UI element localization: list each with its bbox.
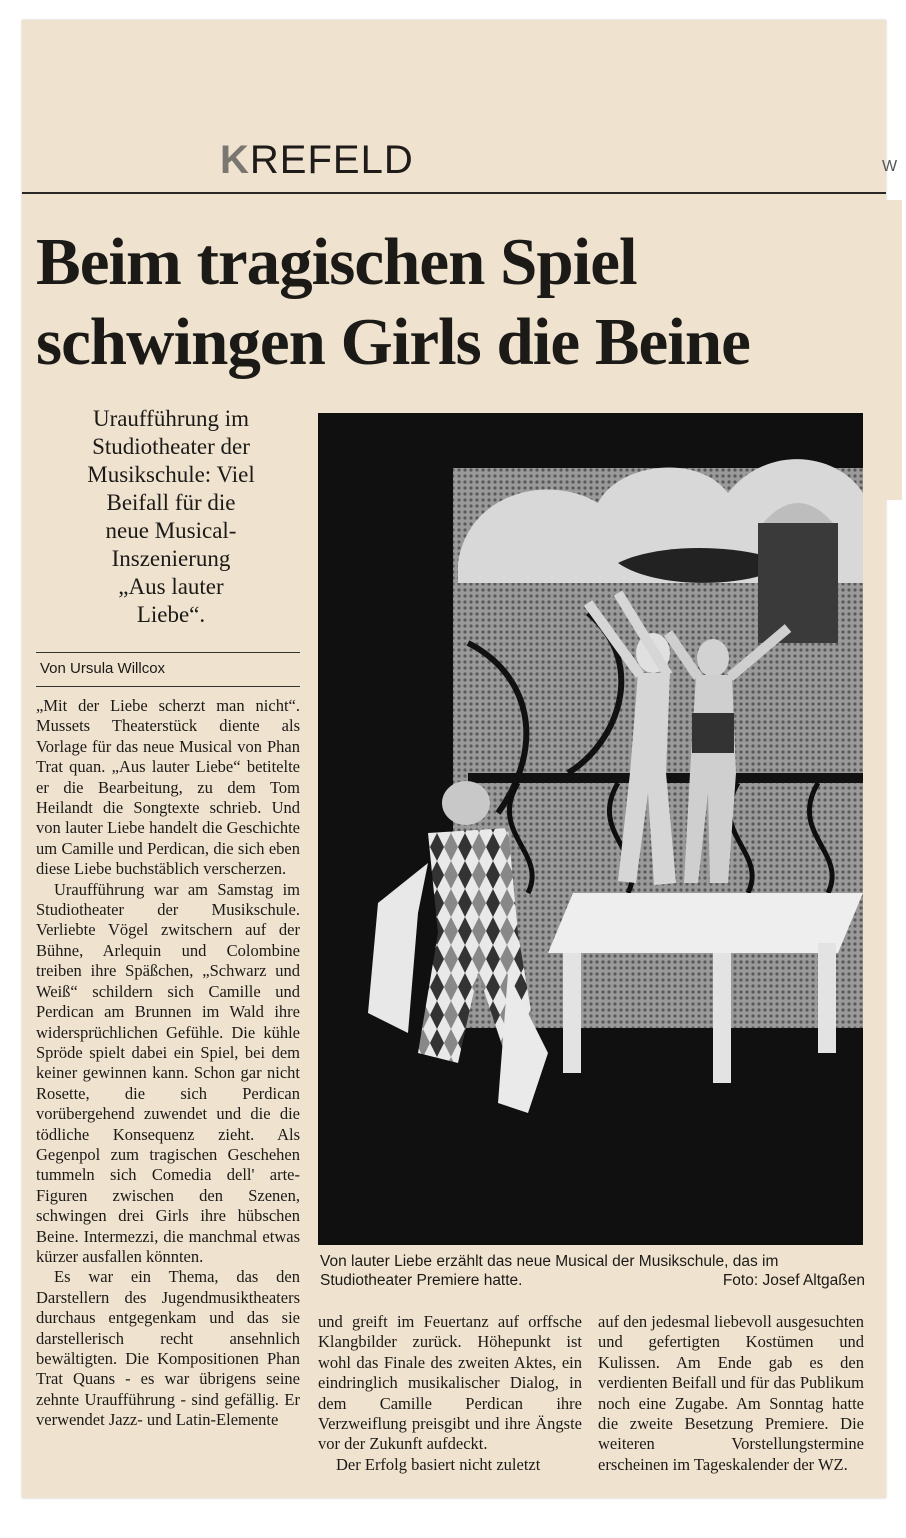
article-column-2 <box>318 1312 582 1475</box>
header-rule <box>22 192 886 194</box>
deck-line: Beifall für die <box>106 490 236 515</box>
photo-credit: Foto: Josef Altgaßen <box>722 1272 865 1289</box>
section-name: REFELD <box>249 138 414 182</box>
headline-line-2: schwingen Girls die Beine <box>36 305 750 379</box>
byline: Von Ursula Willcox <box>40 660 166 677</box>
paragraph: Uraufführung war am Samstag im Studiotheater der Musikschule. Verliebte Vögel zwitschern auf der Bühne, Arlequin und Colombine treiben ihre Späßchen, „Schwarz und Weiß“ schildern sich Camille und Perdican am Brunnen im Wald ihre widersprüchlichen Gefühle. Die kühle Spröde spielt dabei ein Spiel, bei dem keiner gewinnen kann. Schon gar nicht Rosette, die sich Perdican vorübergehend zuwendet und die die tödliche Konsequenz zieht. Als Gegenpol zum tragischen Geschehen tummeln sich Comedia dell' arte-Figuren zwischen den Szenen, schwingen drei Girls ihre hübschen Beine. Intermezzi, die manchmal etwas kürzer ausfallen könnten. <box>36 879 300 1266</box>
article-column-3 <box>598 1312 864 1475</box>
deck-line: „Aus lauter <box>118 574 224 599</box>
deck-line: Musikschule: Viel <box>87 462 255 487</box>
subheadline <box>40 405 302 629</box>
stage-photo <box>318 413 863 1245</box>
photo-caption <box>320 1252 865 1290</box>
headline <box>36 222 886 382</box>
paragraph: auf den jedesmal liebevoll ausgesuchten und gefertigten Kostümen und Kulissen. Am Ende gab es den verdienten Beifall und für das Publikum noch eine Zugabe. Am Sonntag hatte die zweite Besetzung Premiere. Die weiteren Vorstellungstermine erscheinen im Tageskalender der WZ. <box>598 1312 864 1474</box>
byline-rule-bottom <box>36 686 300 687</box>
paragraph: Der Erfolg basiert nicht zuletzt <box>336 1454 541 1474</box>
section-label <box>220 138 414 183</box>
byline-rule-top <box>36 652 300 653</box>
clipping-edge <box>884 200 902 500</box>
deck-line: Studiotheater der <box>92 434 250 459</box>
edge-logo: W <box>882 158 898 175</box>
stage-photo-drawing <box>318 413 863 1245</box>
paragraph: Es war ein Thema, das den Darstellern des Jugendmusiktheaters durchaus entgegenkam und das sie darstellerisch recht ansehnlich bewältigten. Die Kompositionen Phan Trat Quans - es war übrigens seine zehnte Uraufführung - sind gefällig. Er verwendet Jazz- und Latin-Elemente <box>36 1267 300 1430</box>
deck-line: Liebe“. <box>136 602 206 627</box>
section-initial: K <box>220 138 250 182</box>
headline-line-1: Beim tragischen Spiel <box>36 225 637 299</box>
paragraph: und greift im Feuertanz auf orffsche Klangbilder zurück. Höhepunkt ist wohl das Finale des zweiten Aktes, ein eindringlich musikalischer Dialog, in dem Camille Perdican ihre Verzweiflung preisgibt und ihre Ängste vor der Zukunft aufdeckt. <box>318 1312 582 1454</box>
caption-text: Von lauter Liebe erzählt das neue Musical der Musikschule, das im Studiotheater Premiere hatte. <box>320 1253 779 1289</box>
paragraph: „Mit der Liebe scherzt man nicht“. Mussets Theaterstück diente als Vorlage für das neue Musical von Phan Trat quan. „Aus lauter Liebe“ betitelte er die Bearbeitung, zu dem Tom Heilandt die Songtexte schrieb. Und von lauter Liebe handelt die Geschichte um Camille und Perdican, die sich eben diese Liebe buchstäblich verscherzen. <box>36 696 300 879</box>
deck-line: Inszenierung <box>111 546 231 571</box>
deck-line: Uraufführung im <box>92 406 250 431</box>
article-column-1 <box>36 696 300 1431</box>
deck-line: neue Musical- <box>105 518 237 543</box>
